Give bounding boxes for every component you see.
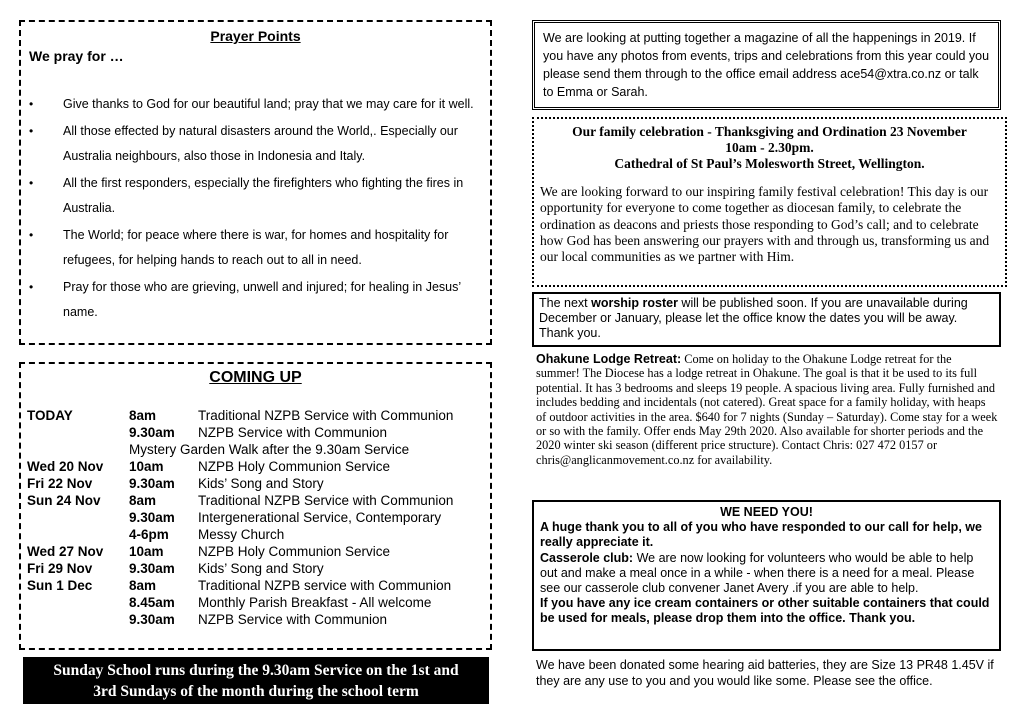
prayer-item: • All the first responders, especially the firefighters who fighting the fires in Australia. (29, 171, 489, 221)
celebration-body: We are looking forward to our inspiring family festival celebration! This day is our opportunity for everyone to come together as diocesan family, to celebrate the ordination as deacons and priests those responding to God’s call; and to celebrate how God has been answering our prayers with and through us, transforming us and our local communities as we partner with Him. (540, 184, 990, 265)
schedule-row: Fri 22 Nov 9.30am Kids’ Song and Story (27, 476, 324, 491)
ohakune-retreat-notice: Ohakune Lodge Retreat: Come on holiday to the Ohakune Lodge retreat for the summer! The Diocese has a lodge retreat in Ohakune. The goal is that it be used to its full potential. It has 3 bedrooms and sleeps 19 people. A spacious living area. Fully furnished and includes bedding and incidentals (not catered). Great space for a family holiday, with heaps of outdoor activities in the area. $640 for 7 nights (Sunday – Saturday). Come stay for a week or so with the family. Offer ends May 29th 2020. Also available for shorter periods and the 2020 winter ski season (different price structure). Contact Chris: 027 472 0157 or chris@anglicanmovement.co.nz for availability. (536, 352, 998, 467)
prayer-item: • Give thanks to God for our beautiful land; pray that we may care for it well. (29, 92, 489, 117)
need-title: WE NEED YOU! (720, 505, 813, 519)
coming-up-title: COMING UP (209, 369, 302, 386)
containers-text: If you have any ice cream containers or other suitable containers that could be used for meals, please drop them into the office. Thank you. (540, 596, 990, 626)
prayer-lead: We pray for … (29, 48, 124, 64)
schedule-row: Sun 1 Dec 8am Traditional NZPB service with Communion (27, 578, 452, 593)
worship-roster-notice: The next worship roster will be published soon. If you are unavailable during December or January, please let the office know the dates you will be away. Thank you. (532, 292, 1001, 347)
schedule-table (27, 407, 453, 628)
prayer-list (29, 92, 489, 327)
magazine-notice: We are looking at putting together a magazine of all the happenings in 2019. If you have any photos from events, trips and celebrations from this year could you please send them through to the office email address ace54@xtra.co.nz or talk to Emma or Sarah. (532, 20, 1001, 110)
schedule-row: 8.45am Monthly Parish Breakfast - All welcome (129, 595, 432, 610)
prayer-item: • The World; for peace where there is war, for homes and hospitality for refugees, for helping hands to reach out to all in need. (29, 223, 489, 273)
schedule-row: Fri 29 Nov 9.30am Kids’ Song and Story (27, 561, 324, 576)
sunday-school-banner: Sunday School runs during the 9.30am Service on the 1st and 3rd Sundays of the month during the school term (23, 657, 489, 704)
coming-up-box (19, 362, 492, 650)
bullet-icon: • (29, 228, 34, 242)
prayer-item: • All those effected by natural disasters around the World,. Especially our Australia neighbours, also those in Indonesia and Italy. (29, 119, 489, 169)
bullet-icon: • (29, 176, 34, 190)
schedule-row: 9.30am NZPB Service with Communion (129, 612, 388, 627)
celebration-venue: Cathedral of St Paul’s Molesworth Street, Wellington. (614, 156, 925, 171)
schedule-row: 4-6pm Messy Church (129, 527, 285, 542)
prayer-points-box (19, 20, 492, 345)
thank-you-text: A huge thank you to all of you who have responded to our call for help, we really appreciate it. (540, 520, 982, 550)
schedule-row: Wed 27 Nov 10am NZPB Holy Communion Service (27, 544, 391, 559)
family-celebration-notice (532, 117, 1007, 287)
hearing-aid-notice: We have been donated some hearing aid batteries, they are Size 13 PR48 1.45V if they are any use to you and you would like some. Please see the office. (536, 658, 994, 688)
bullet-icon: • (29, 280, 34, 294)
prayer-title: Prayer Points (210, 28, 301, 44)
bullet-icon: • (29, 97, 34, 111)
prayer-item: • Pray for those who are grieving, unwell and injured; for healing in Jesus’ name. (29, 275, 489, 325)
schedule-row: Sun 24 Nov 8am Traditional NZPB Service with Communion (27, 493, 454, 508)
bullet-icon: • (29, 124, 34, 138)
schedule-row: 9.30am Intergenerational Service, Contemporary (129, 510, 442, 525)
schedule-row: Mystery Garden Walk after the 9.30am Service (129, 442, 410, 457)
celebration-heading: Our family celebration - Thanksgiving and Ordination 23 November (572, 124, 967, 139)
schedule-row: 9.30am NZPB Service with Communion (129, 425, 388, 440)
celebration-time: 10am - 2.30pm. (725, 140, 814, 155)
we-need-you-box: WE NEED YOU! A huge thank you to all of you who have responded to our call for help, we really appreciate it. Casserole club: We are now looking for volunteers who would be able to help out and make a meal once in a while - when there is a need for a meal. Please see our casserole club convener Janet Avery .if you are able to help. If you have any ice cream containers or other suitable containers that could be used for meals, please drop them into the office. Thank you. (532, 500, 1001, 651)
schedule-row: Wed 20 Nov 10am NZPB Holy Communion Service (27, 459, 391, 474)
schedule-row: TODAY 8am Traditional NZPB Service with Communion (27, 408, 454, 423)
